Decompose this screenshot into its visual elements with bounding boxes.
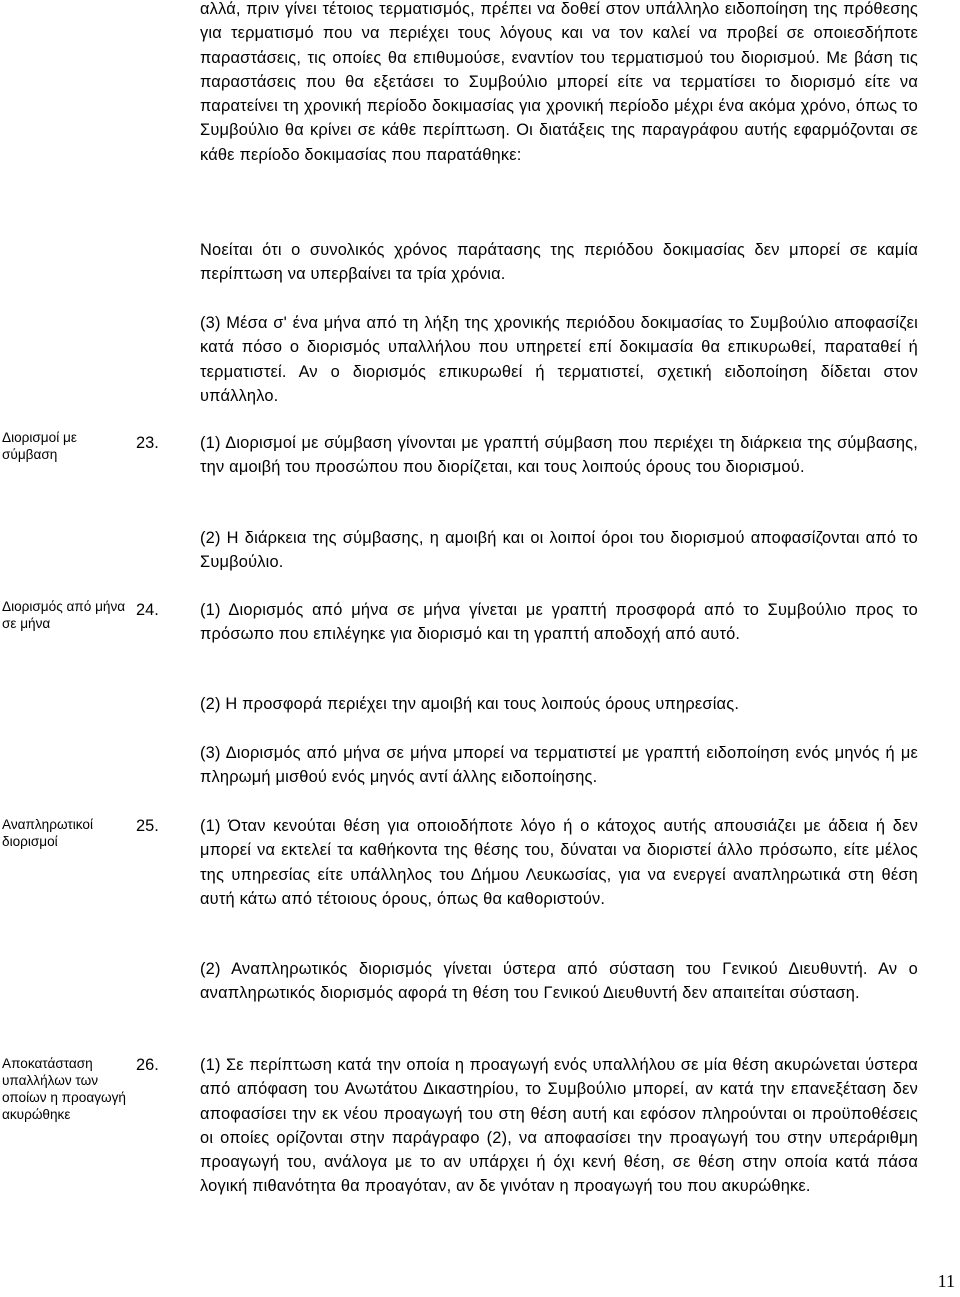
paragraph-24-1: (1) Διορισμός από μήνα σε μήνα γίνεται με γραπτή προσφορά από το Συμβούλιο προς το πρόσωπο που επιλέγηκε για διορισμό και τη γραπτή αποδοχή από αυτό.: [200, 601, 918, 644]
margin-note-section-25: Αναπληρωτικοί διορισμοί: [2, 817, 93, 849]
paragraph-24-3: (3) Διορισμός από μήνα σε μήνα μπορεί να τερματιστεί με γραπτή ειδοποίηση ενός μηνός ή με πληρωμή μισθού ενός μηνός αντί άλλης ειδοποίησης.: [200, 744, 918, 787]
margin-note-section-26: Αποκατάσταση υπαλλήλων των οποίων η προαγωγή ακυρώθηκε: [2, 1056, 126, 1122]
section-number-26: 26.: [136, 1056, 159, 1074]
paragraph-25-1: (1) Όταν κενούται θέση για οποιοδήποτε λόγο ή ο κάτοχος αυτής απουσιάζει με άδεια ή δεν μπορεί να εκτελεί τα καθήκοντα της θέσης του, δύναται να διοριστεί άλλο πρόσωπο, είτε μέλος της υπηρεσίας είτε υπάλληλος του Δήμου Λευκωσίας, για να ενεργεί αναπληρωτικά στη θέση αυτή κάτω από τέτοιους όρους, όπως θα καθοριστούν.: [200, 817, 918, 908]
paragraph-22-3: (3) Μέσα σ' ένα μήνα από τη λήξη της χρονικής περιόδου δοκιμασίας το Συμβούλιο αποφασίζει κατά πόσο ο διορισμός υπαλλήλου που υπηρετεί επί δοκιμασία θα επικυρωθεί, παραταθεί ή τερματιστεί. Αν ο διορισμός επικυρωθεί ή τερματιστεί, σχετική ειδοποίηση δίδεται στον υπάλληλο.: [200, 314, 918, 405]
section-number-25: 25.: [136, 817, 159, 835]
paragraph-26-1: (1) Σε περίπτωση κατά την οποία η προαγωγή ενός υπαλλήλου σε μία θέση ακυρώνεται ύστερα από απόφαση του Ανωτάτου Δικαστηρίου, το Συμβούλιο μπορεί, αν κατά την επανεξέταση δεν αποφασίσει την εκ νέου προαγωγή του στη θέση αυτή και εφόσον πληρούνται οι προϋποθέσεις οι οποίες ορίζονται στην παράγραφο (2), να αποφασίσει την προαγωγή του στην υπεράριθμη προαγωγή του, ανάλογα με το αν υπάρχει ή όχι κενή θέση, σε θέση στην οποία κατά πάσα λογική πιθανότητα θα προαγόταν, αν δε γινόταν η προαγωγή του που ακυρώθηκε.: [200, 1056, 918, 1196]
paragraph-23-1: (1) Διορισμοί με σύμβαση γίνονται με γραπτή σύμβαση που περιέχει τη διάρκεια της σύμβασης, την αμοιβή του προσώπου που διορίζεται, και τους λοιπούς όρους του διορισμού.: [200, 434, 918, 477]
paragraph-22-2-continuation: αλλά, πριν γίνει τέτοιος τερματισμός, πρέπει να δοθεί στον υπάλληλο ειδοποίηση της πρόθεσης για τερματισμό που να περιέχει τους λόγους και να τον καλεί να προβεί σε οποιεσδήποτε παραστάσεις, τις οποίες θα επιθυμούσε, εναντίον του τερματισμού του διορισμού. Με βάση τις παραστάσεις που θα εξετάσει το Συμβούλιο μπορεί είτε να τερματίσει το διορισμό είτε να παρατείνει τη χρονική περίοδο δοκιμασίας για χρονική περίοδο μέχρι ένα ακόμα χρόνο, όπως το Συμβούλιο θα κρίνει σε κάθε περίπτωση. Οι διατάξεις της παραγράφου αυτής εφαρμόζονται σε κάθε περίοδο δοκιμασίας που παρατάθηκε:: [200, 0, 918, 164]
paragraph-24-2: (2) Η προσφορά περιέχει την αμοιβή και τους λοιπούς όρους υπηρεσίας.: [200, 695, 740, 713]
paragraph-22-proviso: Νοείται ότι ο συνολικός χρόνος παράτασης της περιόδου δοκιμασίας δεν μπορεί σε καμία περίπτωση να υπερβαίνει τα τρία χρόνια.: [200, 241, 918, 284]
paragraph-25-2: (2) Αναπληρωτικός διορισμός γίνεται ύστερα από σύσταση του Γενικού Διευθυντή. Αν ο αναπληρωτικός διορισμός αφορά τη θέση του Γενικού Διευθυντή δεν απαιτείται σύσταση.: [200, 960, 918, 1003]
section-number-24: 24.: [136, 601, 159, 619]
page-number: 11: [937, 1271, 955, 1291]
section-number-23: 23.: [136, 434, 159, 452]
margin-note-section-23: Διορισμοί με σύμβαση: [2, 430, 77, 462]
margin-note-section-24: Διορισμός από μήνα σε μήνα: [2, 599, 126, 631]
paragraph-23-2: (2) Η διάρκεια της σύμβασης, η αμοιβή και οι λοιποί όροι του διορισμού αποφασίζονται από το Συμβούλιο.: [200, 529, 918, 572]
